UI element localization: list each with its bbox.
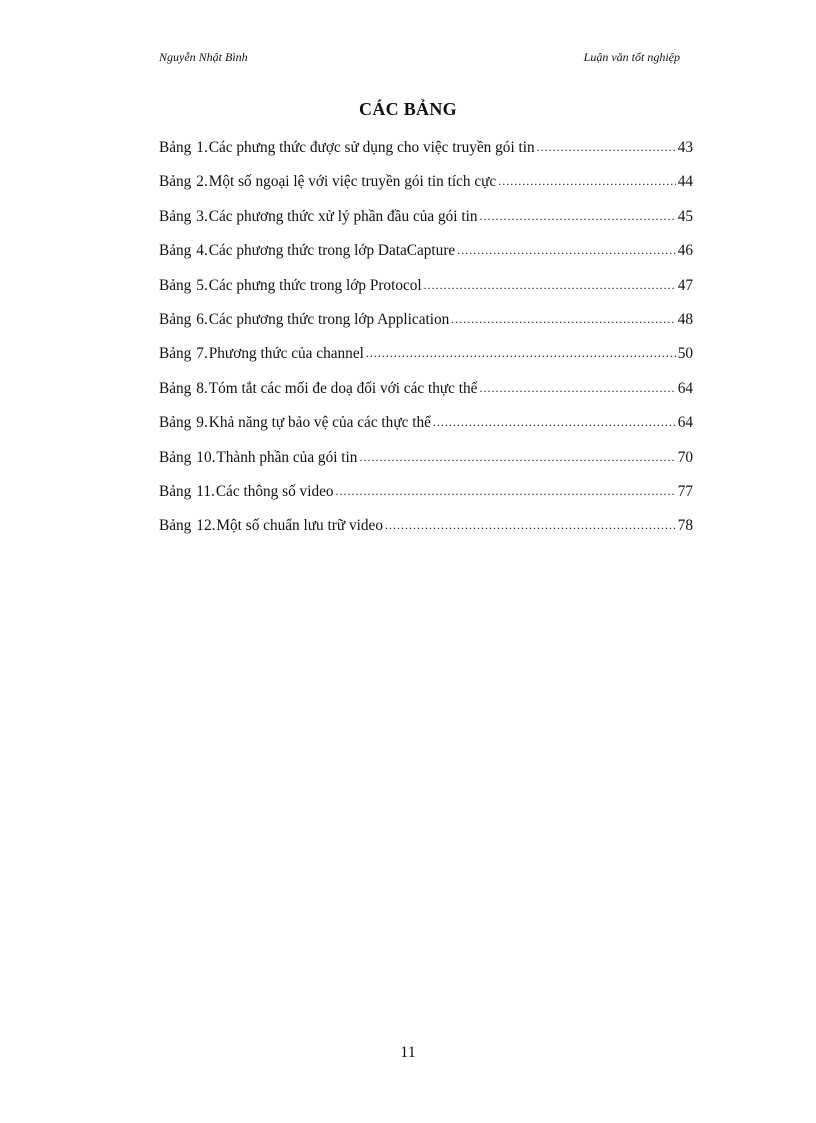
toc-entry-leader — [480, 207, 676, 221]
toc-entry[interactable] — [159, 310, 693, 344]
toc-entry-number: 6. — [196, 310, 208, 328]
toc-entry[interactable] — [159, 448, 693, 482]
page-header — [159, 50, 680, 68]
toc-entry-prefix: Bảng — [159, 414, 192, 432]
toc-entry-number: 12. — [196, 517, 216, 535]
header-author: Nguyễn Nhật Bình — [159, 50, 248, 64]
toc-entry-prefix: Bảng — [159, 448, 192, 466]
toc-entry-prefix: Bảng — [159, 379, 192, 397]
toc-entry-title: Một số ngoại lệ với việc truyền gói tin tích cực — [208, 173, 497, 191]
toc-entry-leader — [433, 413, 676, 427]
toc-entry-leader — [451, 310, 675, 324]
toc-entry-title: Khả năng tự bảo vệ của các thực thể — [208, 414, 431, 432]
toc-entry-title: Một số chuẩn lưu trữ video — [216, 517, 383, 535]
toc-entry-number: 8. — [196, 379, 208, 397]
toc-entry[interactable] — [159, 207, 693, 241]
toc-entry-title: Các phương thức trong lớp DataCapture — [208, 242, 456, 260]
toc-entry-title: Các phương thức trong lớp Application — [208, 310, 450, 328]
toc-entry-number: 7. — [196, 345, 208, 363]
toc-entry-number: 5. — [196, 276, 208, 294]
toc-entry-title: Phương thức của channel — [208, 345, 364, 363]
toc-entry-page: 44 — [677, 173, 693, 191]
toc-entry-leader — [537, 138, 676, 152]
toc-entry-number: 11. — [196, 482, 215, 500]
header-doc-type: Luận văn tốt nghiệp — [583, 50, 680, 64]
toc-entry[interactable] — [159, 172, 693, 206]
toc-entry-page: 47 — [677, 276, 693, 294]
toc-entry-number: 10. — [196, 448, 216, 466]
toc-entry[interactable] — [159, 138, 693, 172]
toc-entry-number: 3. — [196, 207, 208, 225]
toc-entry-prefix: Bảng — [159, 517, 192, 535]
toc-entry-page: 46 — [677, 242, 693, 260]
toc-entry-prefix: Bảng — [159, 345, 192, 363]
toc-entry-title: Tóm tắt các mối đe doạ đối với các thực thể — [208, 379, 478, 397]
toc-entry-page: 77 — [677, 482, 693, 500]
toc-entry-leader — [359, 448, 675, 462]
toc-entry[interactable] — [159, 344, 693, 378]
toc-entry[interactable] — [159, 413, 693, 447]
toc-entry-leader — [336, 482, 676, 496]
toc-entry-leader — [457, 241, 675, 255]
toc-entry-number: 1. — [196, 139, 208, 156]
toc-entry[interactable] — [159, 516, 693, 550]
toc-entry-prefix: Bảng — [159, 139, 192, 156]
toc-entry-prefix: Bảng — [159, 207, 192, 225]
toc-entry-page: 78 — [677, 517, 693, 535]
toc-entry-leader — [385, 516, 676, 530]
toc-entry-page: 70 — [677, 448, 693, 466]
toc-entry-page: 64 — [677, 379, 693, 397]
table-of-tables — [159, 138, 693, 551]
toc-entry-leader — [479, 379, 675, 393]
toc-entry-leader — [424, 276, 676, 290]
toc-entry-number: 4. — [196, 242, 208, 260]
toc-entry[interactable] — [159, 241, 693, 275]
toc-entry-page: 50 — [677, 345, 693, 363]
page-number: 11 — [400, 1044, 416, 1061]
toc-entry-prefix: Bảng — [159, 242, 192, 260]
toc-entry-page: 45 — [677, 207, 693, 225]
toc-entry-page: 64 — [677, 414, 693, 432]
toc-entry-number: 2. — [196, 173, 208, 191]
toc-entry[interactable] — [159, 276, 693, 310]
section-title: CÁC BẢNG — [359, 99, 457, 119]
toc-entry-prefix: Bảng — [159, 173, 192, 191]
toc-entry-leader — [498, 172, 676, 186]
toc-entry-prefix: Bảng — [159, 276, 192, 294]
toc-entry-title: Thành phần của gói tin — [216, 448, 358, 466]
toc-entry-title: Các phưng thức được sử dụng cho việc truyền gói tin — [208, 139, 535, 156]
toc-entry-leader — [366, 344, 676, 358]
toc-entry-page: 48 — [677, 310, 693, 328]
toc-entry-title: Các thông số video — [215, 482, 334, 500]
toc-entry[interactable] — [159, 379, 693, 413]
toc-entry-title: Các phưng thức trong lớp Protocol — [208, 276, 422, 294]
toc-entry-title: Các phương thức xử lý phần đầu của gói tin — [208, 207, 478, 225]
toc-entry-page: 43 — [677, 139, 693, 156]
toc-entry-number: 9. — [196, 414, 208, 432]
toc-entry-prefix: Bảng — [159, 482, 192, 500]
toc-entry-prefix: Bảng — [159, 310, 192, 328]
toc-entry[interactable] — [159, 482, 693, 516]
